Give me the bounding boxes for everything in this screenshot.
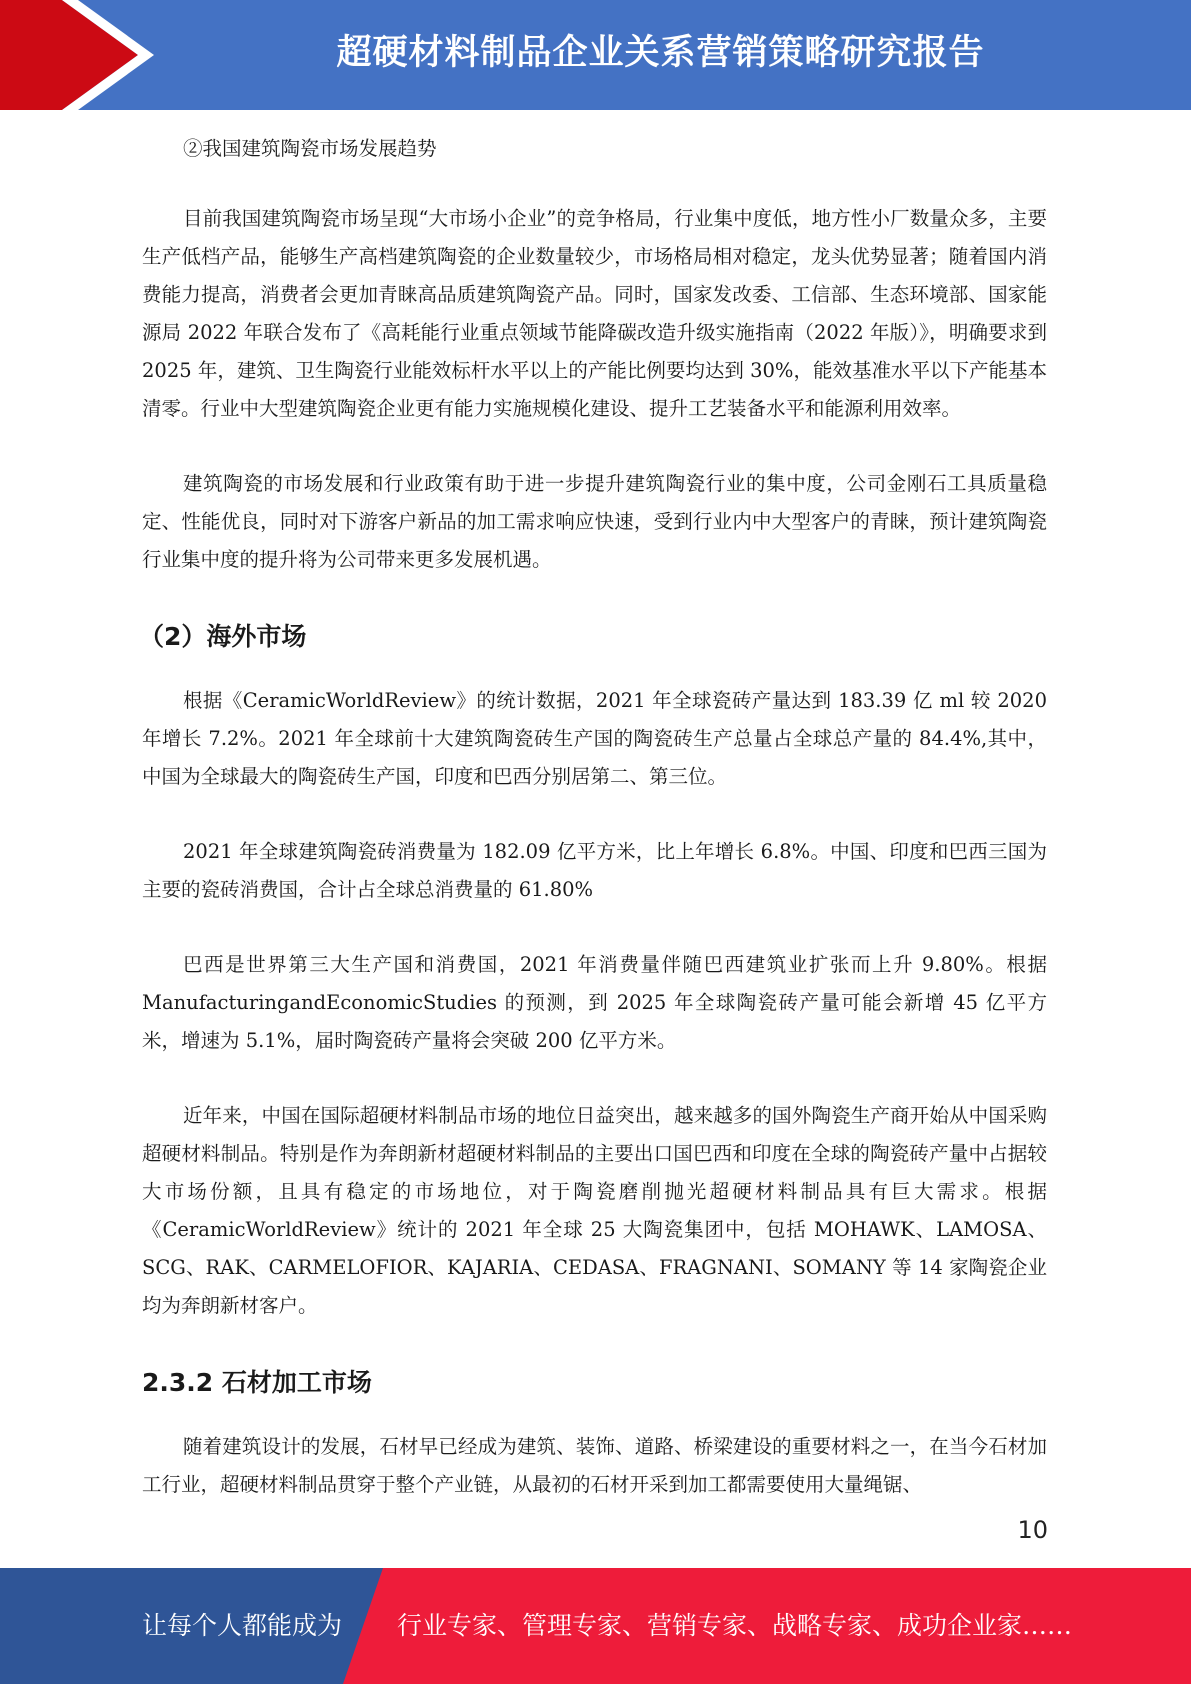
- paragraph: 近年来，中国在国际超硬材料制品市场的地位日益突出，越来越多的国外陶瓷生产商开始从中国采购超硬材料制品。特别是作为奔朗新材超硬材料制品的主要出口国巴西和印度在全球的陶瓷砖产量中占据较大市场份额，且具有稳定的市场地位，对于陶瓷磨削抛光超硬材料制品具有巨大需求。根据《CeramicWorldReview》统计的 2021 年全球 25 大陶瓷集团中，包括 MOHAWK、LAMOSA、SCG、RAK、CARMELOFIOR、KAJARIA、CEDASA、FRAGNANI、SOMANY 等 14 家陶瓷企业均为奔朗新材客户。: [142, 1104, 1047, 1317]
- paragraph: 随着建筑设计的发展，石材早已经成为建筑、装饰、道路、桥梁建设的重要材料之一，在当今石材加工行业，超硬材料制品贯穿于整个产业链，从最初的石材开采到加工都需要使用大量绳锯、: [142, 1435, 1047, 1496]
- paragraph: 根据《CeramicWorldReview》的统计数据，2021 年全球瓷砖产量达到 183.39 亿 ml 较 2020 年增长 7.2%。2021 年全球前十大建筑陶瓷砖生产国的陶瓷砖生产总量占全球总产量的 84.4%,其中，中国为全球最大的陶瓷砖生产国，印度和巴西分别居第二、第三位。: [142, 689, 1047, 788]
- page-header: [0, 0, 1191, 110]
- paragraph: 建筑陶瓷的市场发展和行业政策有助于进一步提升建筑陶瓷行业的集中度，公司金刚石工具质量稳定、性能优良，同时对下游客户新品的加工需求响应快速，受到行业内中大型客户的青睐，预计建筑陶瓷行业集中度的提升将为公司带来更多发展机遇。: [142, 472, 1047, 571]
- paragraph: 巴西是世界第三大生产国和消费国，2021 年消费量伴随巴西建筑业扩张而上升 9.80%。根据 ManufacturingandEconomicStudies 的预测，到 2025 年全球陶瓷砖产量可能会新增 45 亿平方米，增速为 5.1%，届时陶瓷砖产量将会突破 200 亿平方米。: [142, 953, 1047, 1052]
- section-heading-stone-processing: 2.3.2 石材加工市场: [142, 1368, 372, 1397]
- footer-slogan-right: 行业专家、管理专家、营销专家、战略专家、成功企业家……: [397, 1611, 1073, 1640]
- header-arrow-decoration: [0, 0, 160, 110]
- footer-slogan-left: 让每个人都能成为: [142, 1611, 343, 1640]
- page-body: [139, 130, 1047, 1541]
- paragraph: 目前我国建筑陶瓷市场呈现“大市场小企业”的竞争格局，行业集中度低，地方性小厂数量众多，主要生产低档产品，能够生产高档建筑陶瓷的企业数量较少，市场格局相对稳定，龙头优势显著；随着国内消费能力提高，消费者会更加青睐高品质建筑陶瓷产品。同时，国家发改委、工信部、生态环境部、国家能源局 2022 年联合发布了《高耗能行业重点领域节能降碳改造升级实施指南（2022 年版）》，明确要求到 2025 年，建筑、卫生陶瓷行业能效标杆水平以上的产能比例要均达到 30%，能效基准水平以下产能基本清零。行业中大型建筑陶瓷企业更有能力实施规模化建设、提升工艺装备水平和能源利用效率。: [142, 207, 1047, 420]
- section-heading-overseas-market: （2）海外市场: [139, 622, 307, 651]
- paragraph: 2021 年全球建筑陶瓷砖消费量为 182.09 亿平方米，比上年增长 6.8%。中国、印度和巴西三国为主要的瓷砖消费国，合计占全球总消费量的 61.80%: [142, 840, 1047, 901]
- report-title: 超硬材料制品企业关系营销策略研究报告: [336, 33, 985, 73]
- page-footer: [0, 1568, 1191, 1684]
- subheading-ceramic-trend: ②我国建筑陶瓷市场发展趋势: [183, 137, 437, 160]
- page-number: 10: [1017, 1516, 1048, 1544]
